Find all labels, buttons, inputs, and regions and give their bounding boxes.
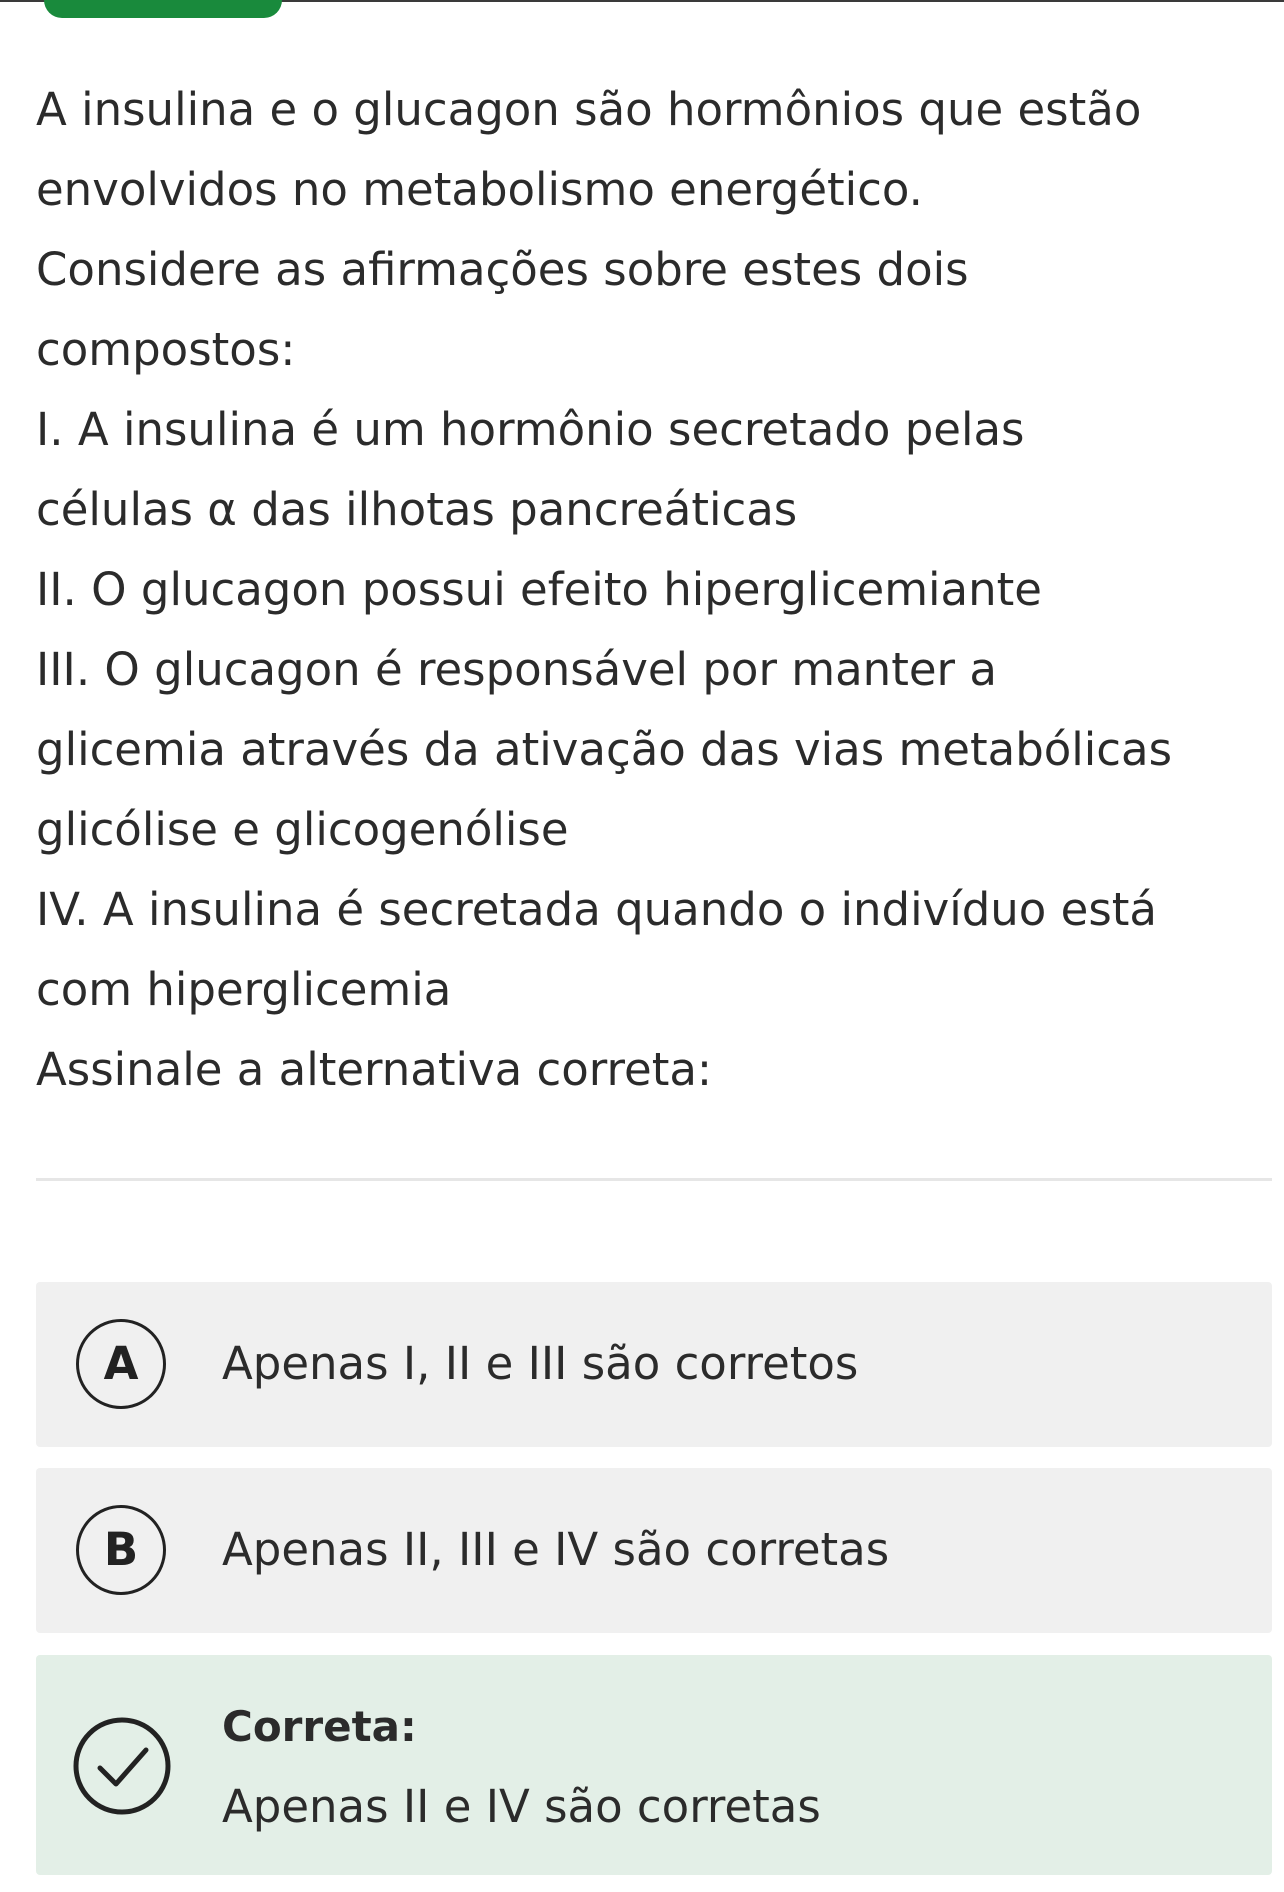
statement-line: III. O glucagon é responsável por manter a <box>36 643 997 696</box>
statement-line: I. A insulina é um hormônio secretado pelas <box>36 403 1025 456</box>
option-letter-badge: B <box>76 1505 166 1595</box>
correct-label: Correta: <box>222 1702 417 1751</box>
statement-line: glicólise e glicogenólise <box>36 803 569 856</box>
question-line: compostos: <box>36 323 296 376</box>
question-line: Considere as afirmações sobre estes dois <box>36 243 969 296</box>
correct-answer-text: Apenas II e IV são corretas <box>222 1780 821 1833</box>
question-text <box>36 70 1256 1110</box>
statement-line: II. O glucagon possui efeito hiperglicemiante <box>36 563 1042 616</box>
option-text: Apenas I, II e III são corretos <box>222 1337 859 1390</box>
divider <box>36 1178 1272 1181</box>
option-b[interactable] <box>36 1468 1272 1633</box>
statement-line: células α das ilhotas pancreáticas <box>36 483 798 536</box>
check-circle-icon <box>72 1716 172 1816</box>
statement-line: com hiperglicemia <box>36 963 452 1016</box>
statement-line: IV. A insulina é secretada quando o indivíduo está <box>36 883 1157 936</box>
active-tab-indicator <box>44 0 282 18</box>
question-line: envolvidos no metabolismo energético. <box>36 163 923 216</box>
option-text: Apenas II, III e IV são corretas <box>222 1523 890 1576</box>
statement-line: glicemia através da ativação das vias metabólicas <box>36 723 1173 776</box>
question-line: A insulina e o glucagon são hormônios que estão <box>36 83 1142 136</box>
option-a[interactable] <box>36 1282 1272 1447</box>
option-letter-badge: A <box>76 1319 166 1409</box>
question-prompt: Assinale a alternativa correta: <box>36 1043 713 1096</box>
option-correct[interactable] <box>36 1655 1272 1875</box>
